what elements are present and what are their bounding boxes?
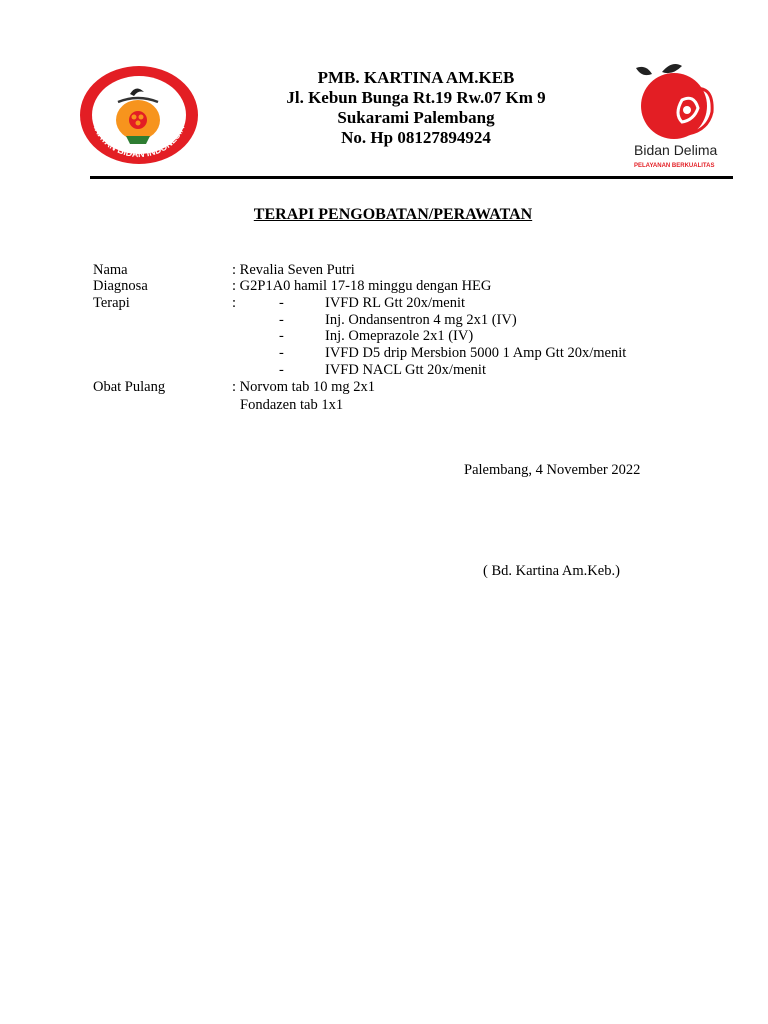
terapi-bullet: -	[279, 362, 284, 378]
terapi-item: IVFD RL Gtt 20x/menit	[325, 295, 466, 311]
bidan-delima-name: Bidan Delima	[634, 142, 718, 158]
terapi-item: IVFD D5 drip Mersbion 5000 1 Amp Gtt 20x/menit	[325, 345, 627, 361]
terapi-bullet: -	[279, 312, 284, 328]
terapi-bullet: -	[279, 295, 284, 311]
terapi-label: Terapi	[93, 295, 130, 311]
terapi-bullet: -	[279, 345, 284, 361]
clinic-address: Jl. Kebun Bunga Rt.19 Rw.07 Km 9	[286, 88, 546, 107]
obat-pulang-label: Obat Pulang	[93, 379, 166, 395]
diagnosa-label: Diagnosa	[93, 278, 148, 294]
nama-value: : Revalia Seven Putri	[232, 262, 355, 278]
terapi-item: Inj. Ondansentron 4 mg 2x1 (IV)	[325, 312, 517, 328]
bidan-delima-tagline: PELAYANAN BERKUALITAS	[634, 163, 715, 169]
terapi-colon: :	[232, 295, 237, 311]
clinic-header	[230, 68, 602, 148]
terapi-item: IVFD NACL Gtt 20x/menit	[325, 362, 486, 378]
bidan-delima-logo	[632, 60, 736, 172]
signature: ( Bd. Kartina Am.Keb.)	[483, 563, 620, 579]
obat-pulang-value: : Norvom tab 10 mg 2x1	[232, 379, 375, 395]
clinic-city: Sukarami Palembang	[337, 108, 495, 127]
ikatan-bidan-indonesia-logo	[78, 64, 200, 166]
date-line: Palembang, 4 November 2022	[464, 462, 641, 478]
clinic-name: PMB. KARTINA AM.KEB	[317, 68, 515, 87]
terapi-item: Inj. Omeprazole 2x1 (IV)	[325, 328, 474, 344]
diagnosa-value: : G2P1A0 hamil 17-18 minggu dengan HEG	[232, 278, 492, 294]
header-divider	[90, 176, 733, 179]
clinic-phone: No. Hp 08127894924	[341, 128, 491, 147]
obat-pulang-value-2: Fondazen tab 1x1	[240, 397, 344, 413]
svg-text:IKATAN BIDAN INDONESIA: IKATAN BIDAN INDONESIA	[91, 123, 187, 160]
document-title: TERAPI PENGOBATAN/PERAWATAN	[253, 206, 533, 223]
nama-label: Nama	[93, 262, 128, 278]
terapi-bullet: -	[279, 328, 284, 344]
